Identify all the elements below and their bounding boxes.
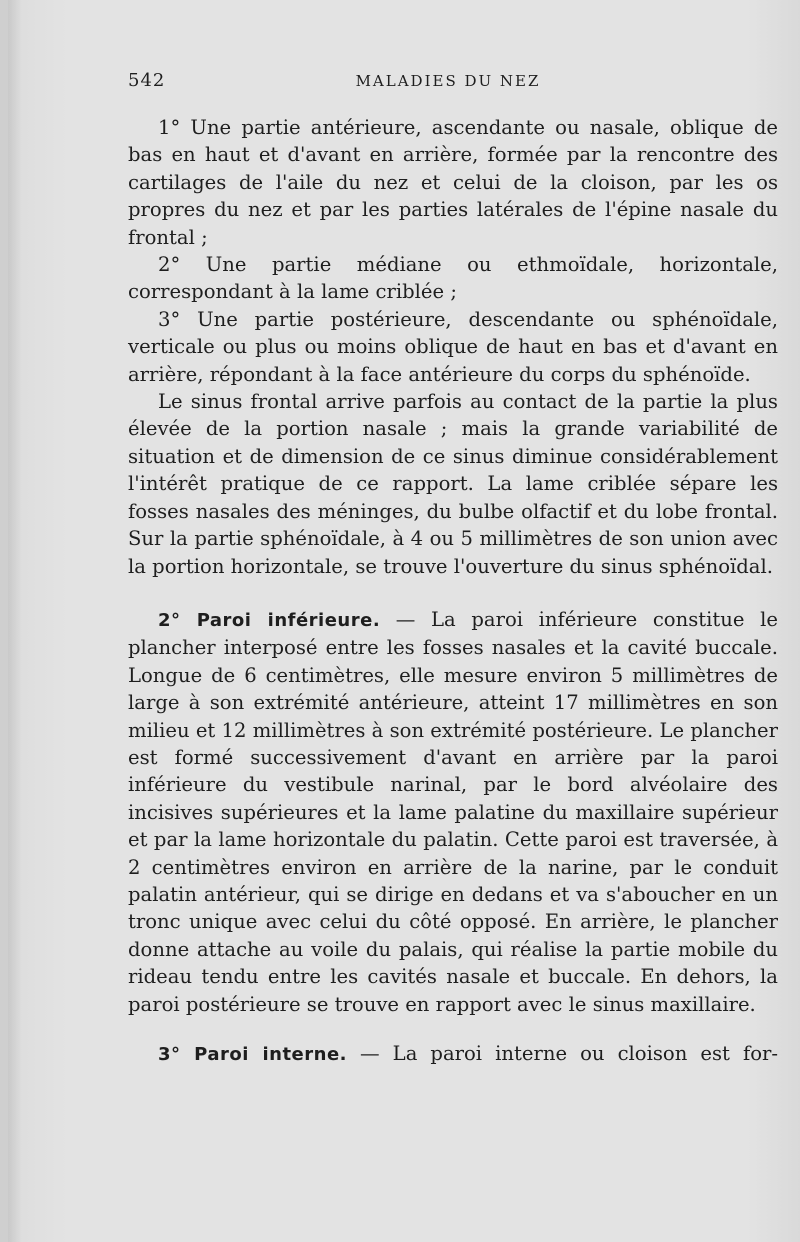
page-number: 542 <box>128 70 166 91</box>
section-heading: 2° Paroi inférieure. <box>158 609 381 631</box>
paragraph-3: 3° Une partie postérieure, descendante ou sphénoïdale, verticale ou plus ou moins oblique de haut en bas et d'avant en arrière, répondant à la face antérieure du corps du sphénoïde. <box>128 307 778 386</box>
page-header <box>128 70 768 94</box>
running-title: MALADIES DU NEZ <box>355 72 541 90</box>
paragraph-4: Le sinus frontal arrive parfois au contact de la partie la plus élevée de la portion nasale ; mais la grande variabilité de situation et de dimension de ce sinus diminue considérablement l'intérêt pratique de ce rapport. La lame criblée sépare les fosses nasales des méninges, du bulbe olfactif et du lobe frontal. Sur la partie sphénoïdale, à 4 ou 5 millimètres de son union avec la portion horizontale, se trouve l'ouverture du sinus sphénoïdal. <box>128 390 778 578</box>
section-paroi-interne <box>128 1040 778 1068</box>
section-heading: 3° Paroi interne. <box>158 1044 347 1065</box>
section-text: — La paroi inférieure constitue le plancher interposé entre les fosses nasales et la cavité buccale. Longue de 6 centimètres, elle mesure environ 5 millimètres de large à son extrémité antérieure, atteint 17 millimètres en son milieu et 12 millimètres à son extrémité postérieure. Le plancher est formé successivement d'avant en arrière par la paroi inférieure du vestibule narinal, par le bord alvéolaire des incisives supérieures et la lame palatine du maxillaire supérieur et par la lame horizontale du palatin. Cette paroi est traversée, à 2 centimètres environ en arrière de la narine, par le conduit palatin antérieur, qui se dirige en dedans et va s'aboucher en un tronc unique avec celui du côté opposé. En arrière, le plancher donne attache au voile du palais, qui réalise la partie mobile du rideau tendu entre les cavités nasale et buccale. En dehors, la paroi postérieure se trouve en rapport avec le sinus maxillaire. <box>128 607 779 1016</box>
book-page <box>8 0 800 1242</box>
section-text: — La paroi interne ou cloison est for- <box>347 1042 778 1065</box>
paragraph-2: 2° Une partie médiane ou ethmoïdale, horizontale, correspondant à la lame criblée ; <box>128 253 778 304</box>
section-paroi-inferieure <box>128 606 778 1018</box>
body-text <box>128 114 778 1068</box>
paragraph-1: 1° Une partie antérieure, ascendante ou nasale, oblique de bas en haut et d'avant en arrière, formée par la rencontre des cartilages de l'aile du nez et celui de la cloison, par les os propres du nez et par les parties latérales de l'épine nasale du frontal ; <box>128 116 778 249</box>
